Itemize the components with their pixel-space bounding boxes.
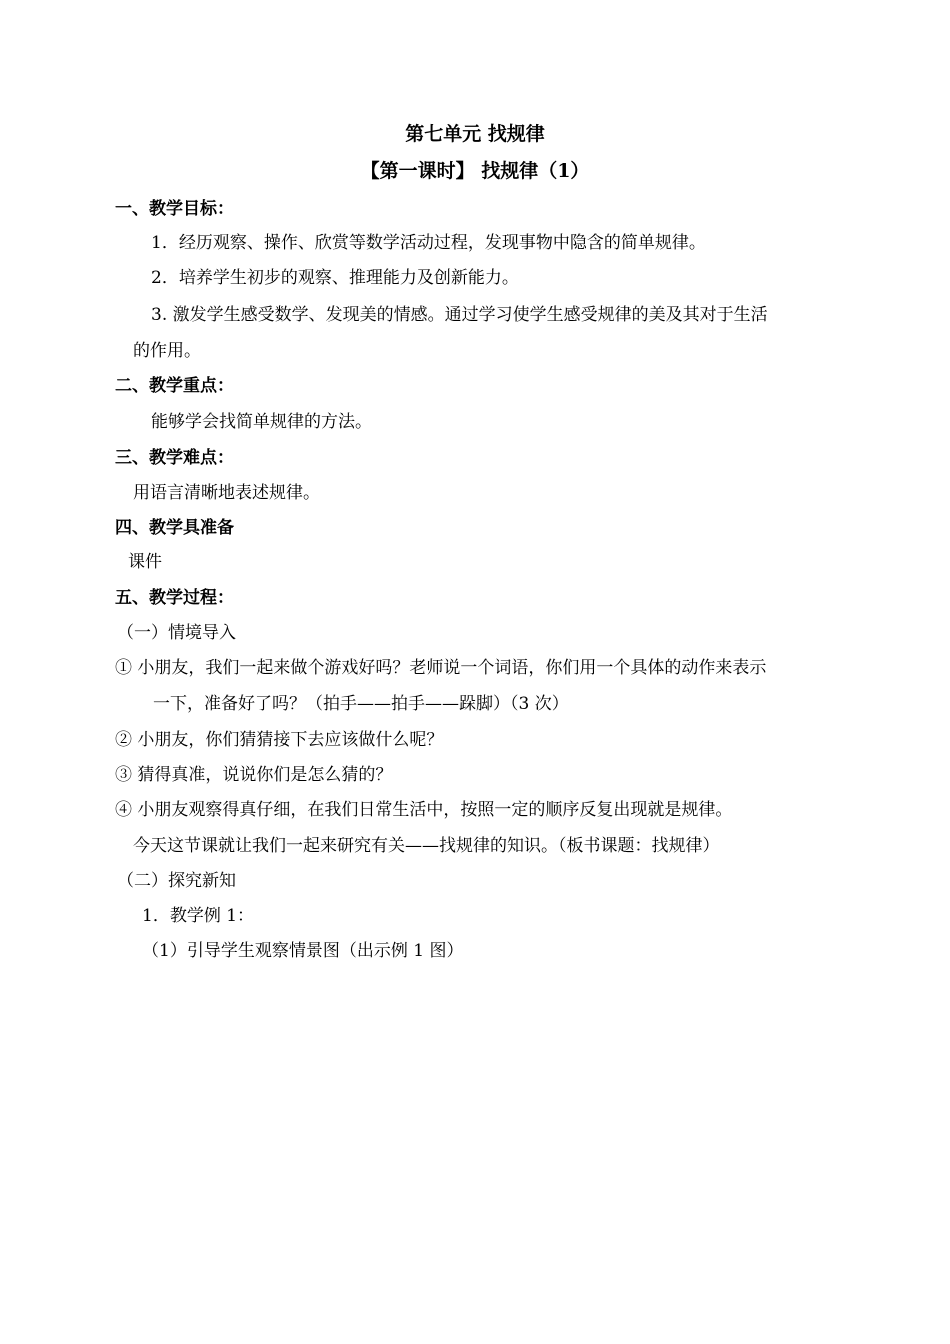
intro-heading: （一）情境导入 [117,623,236,643]
key-points-heading: 二、教学重点： [115,376,234,396]
lesson-subtitle: 【第一课时】 找规律（1） [360,160,590,182]
objective-item-1: 1．经历观察、操作、欣赏等数学活动过程，发现事物中隐含的简单规律。 [151,233,706,253]
intro-step-1-line-1: ① 小朋友，我们一起来做个游戏好吗？老师说一个词语，你们用一个具体的动作来表示 [115,658,767,678]
objectives-heading: 一、教学目标： [115,199,234,219]
difficulties-text: 用语言清晰地表述规律。 [133,483,320,503]
difficulties-heading: 三、教学难点： [115,448,234,468]
explore-heading: （二）探究新知 [117,871,236,891]
preparation-heading: 四、教学具准备 [115,518,234,538]
example-1-step-1: （1）引导学生观察情景图（出示例 1 图） [142,941,464,961]
intro-step-2: ② 小朋友，你们猜猜接下去应该做什么呢？ [115,730,444,750]
intro-step-1-line-2: 一下，准备好了吗？（拍手——拍手——跺脚）（3 次） [153,694,569,714]
objective-item-3-line-2: 的作用。 [133,341,201,361]
document-title: 第七单元 找规律 [405,123,545,145]
preparation-text: 课件 [128,552,162,572]
objective-item-3-line-1: 3. 激发学生感受数学、发现美的情感。通过学习使学生感受规律的美及其对于生活 [151,305,768,325]
intro-step-3: ③ 猜得真准，说说你们是怎么猜的？ [115,765,393,785]
example-1-heading: 1．教学例 1： [142,906,255,926]
intro-step-4: ④ 小朋友观察得真仔细，在我们日常生活中，按照一定的顺序反复出现就是规律。 [115,800,733,820]
process-heading: 五、教学过程： [115,588,234,608]
intro-transition: 今天这节课就让我们一起来研究有关——找规律的知识。（板书课题：找规律） [133,836,720,856]
objective-item-2: 2．培养学生初步的观察、推理能力及创新能力。 [151,268,519,288]
key-points-text: 能够学会找简单规律的方法。 [151,412,372,432]
